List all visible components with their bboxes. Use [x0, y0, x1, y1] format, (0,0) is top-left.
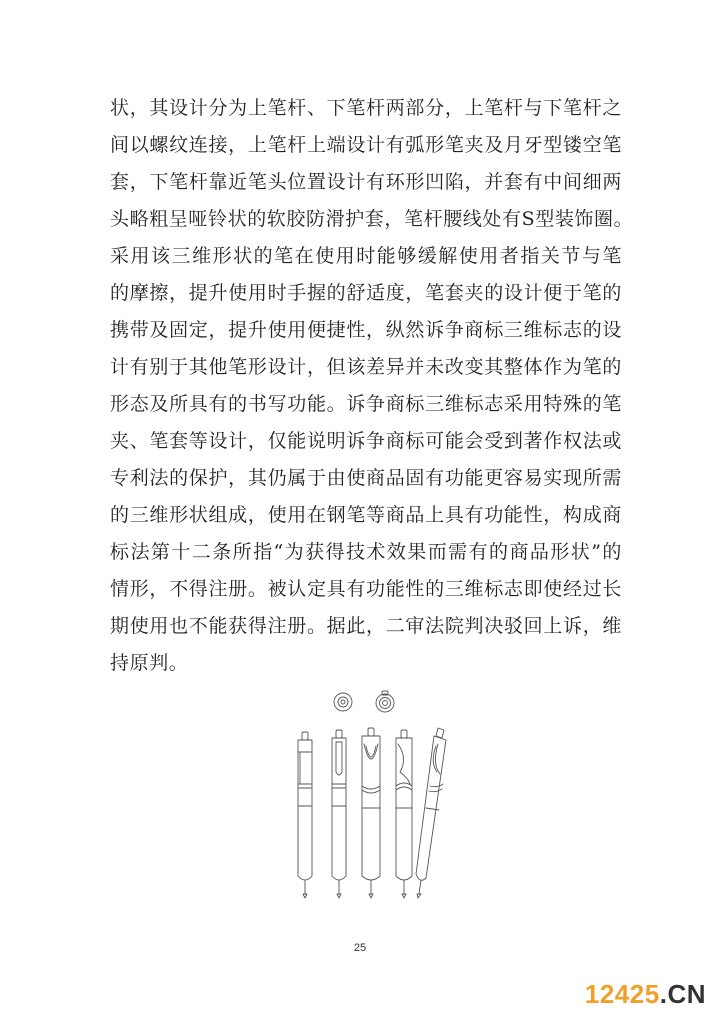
text-line: 的三维形状组成，使用在钢笔等商品上具有功能性，构成商 [110, 504, 622, 526]
text-line: 间以螺纹连接，上笔杆上端设计有弧形笔夹及月牙型镂空笔 [110, 134, 622, 156]
text-line: 的摩擦，提升使用时手握的舒适度，笔套夹的设计便于笔的 [110, 282, 622, 304]
pen-side-view-1 [298, 732, 312, 898]
pen-side-view-4 [396, 730, 412, 898]
text-line: 专利法的保护，其仍属于由使商品固有功能更容易实现所需 [110, 467, 622, 489]
text-line: 计有别于其他笔形设计，但该差异并未改变其整体作为笔的 [110, 356, 622, 378]
pen-side-view-2 [332, 730, 346, 898]
text-line: 持原判。 [110, 652, 189, 674]
text-line: 头略粗呈哑铃状的软胶防滑护套，笔杆腰线处有S型装饰圈。 [110, 208, 634, 230]
pen-top-view-2 [376, 691, 394, 712]
body-text [110, 90, 634, 682]
text-line: 状，其设计分为上笔杆、下笔杆两部分，上笔杆与下笔杆之 [110, 97, 622, 119]
text-line: 标法第十二条所指“为获得技术效果而需有的商品形状”的 [110, 541, 622, 563]
text-line: 期使用也不能获得注册。据此，二审法院判决驳回上诉，维 [110, 615, 622, 637]
pen-three-dimensional-mark-drawing [280, 688, 460, 918]
watermark-dot: . [659, 979, 668, 1009]
page-number: 25 [353, 942, 367, 954]
watermark-number: 12425 [584, 979, 660, 1009]
pen-top-view-1 [334, 693, 352, 711]
pen-mark-figure [280, 688, 460, 918]
pen-side-view-3 [362, 728, 380, 898]
site-watermark-logo [585, 979, 706, 1010]
text-line: 采用该三维形状的笔在使用时能够缓解使用者指关节与笔 [110, 245, 622, 267]
text-line: 情形，不得注册。被认定具有功能性的三维标志即使经过长 [110, 578, 622, 600]
text-line: 套，下笔杆靠近笔头位置设计有环形凹陷，并套有中间细两 [110, 171, 622, 193]
pen-perspective-view [416, 728, 446, 898]
text-line: 夹、笔套等设计，仅能说明诉争商标可能会受到著作权法或 [110, 430, 622, 452]
watermark-suffix: CN [667, 979, 706, 1009]
text-line: 携带及固定，提升使用便捷性，纵然诉争商标三维标志的设 [110, 319, 622, 341]
text-line: 形态及所具有的书写功能。诉争商标三维标志采用特殊的笔 [110, 393, 622, 415]
